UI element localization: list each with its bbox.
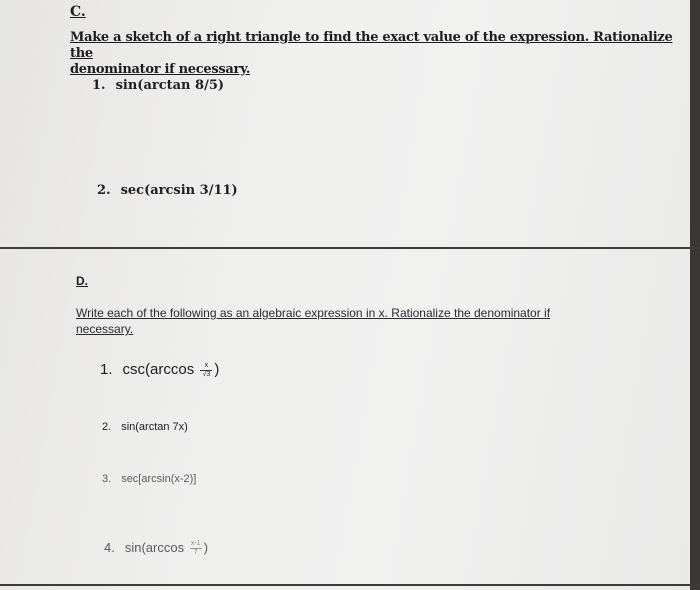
problem-expression: sin(arctan 8/5) [115,78,225,93]
fraction-numerator: x [204,361,209,369]
problem-expression: sin(arctan 7x) [121,421,188,433]
fraction-denominator: 7 [193,549,198,557]
problem-number: 2. [102,421,112,433]
problem-expression: sec[arcsin(x-2)] [121,473,197,485]
problem-expression-end: ) [214,361,220,378]
problem-number: 1. [100,361,113,378]
section-d-instructions-line2: necessary. [76,322,134,336]
problem-number: 1. [92,78,106,93]
section-c-instructions [70,30,690,78]
section-d-instructions-line1: Write each of the following as an algebraic expression in x. Rationalize the denominator if [76,306,551,320]
fraction [190,540,202,557]
section-d-problem-3 [102,473,196,485]
section-c-instructions-line1: Make a sketch of a right triangle to find the exact value of the expression. Rationalize the [70,30,673,61]
fraction-denominator: √3 [202,370,211,378]
section-d-problem-1 [100,361,219,379]
problem-expression: sec(arcsin 3/11) [120,183,238,198]
fraction [200,362,212,379]
bottom-divider [0,584,700,586]
section-c-problem-2 [97,183,238,198]
section-divider [0,247,700,249]
problem-expression-start: sin(arccos [124,540,185,555]
problem-number: 4. [104,540,115,555]
section-d-label: D. [76,274,88,288]
section-c-label: C. [70,4,86,20]
section-d-problem-4 [104,540,208,557]
problem-number: 3. [102,473,112,485]
problem-expression-end: ) [203,540,209,555]
problem-number: 2. [97,183,111,198]
section-c-problem-1 [92,78,224,93]
section-c-instructions-line2: denominator if necessary. [70,62,251,77]
section-d-instructions [76,305,550,337]
problem-expression-start: csc(arccos [122,361,195,378]
section-d-problem-2 [102,421,188,433]
fraction-numerator: x-1 [190,540,201,548]
